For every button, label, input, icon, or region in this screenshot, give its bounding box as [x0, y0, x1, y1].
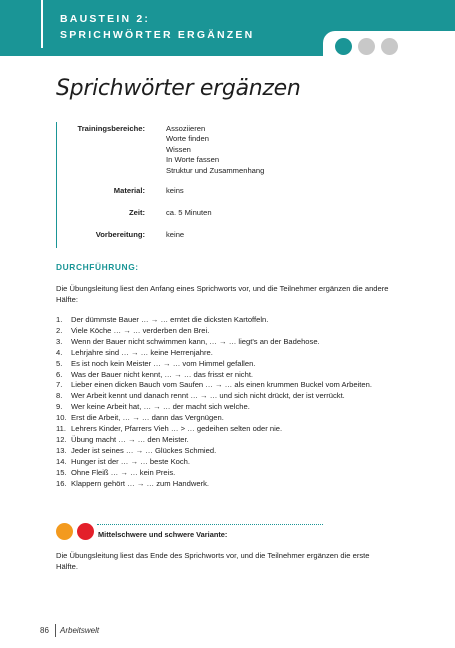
list-item [56, 424, 372, 435]
section-heading: DURCHFÜHRUNG: [56, 262, 139, 272]
proverb-list [56, 315, 372, 490]
list-item [56, 457, 372, 468]
item-text: Der dümmste Bauer … → … erntet die dicksten Kartoffeln. [71, 315, 269, 324]
variant-dot-red [77, 523, 94, 540]
vorbereitung-value: keine [166, 230, 185, 239]
variant-text: Die Übungsleitung liest das Ende des Sprichworts vor, und die Teilnehmer ergänzen die erste Hälfte. [56, 551, 370, 571]
item-text: Übung macht … → … den Meister. [71, 434, 189, 444]
info-divider [56, 122, 57, 248]
list-item [56, 468, 372, 479]
module-label: BAUSTEIN 2: [60, 13, 151, 25]
list-item [56, 326, 372, 337]
difficulty-dot-3 [381, 38, 398, 55]
header-rule [41, 0, 43, 48]
item-text: Es ist noch kein Meister … → … vom Himmel gefallen. [71, 358, 256, 368]
training-item: Wissen [166, 144, 191, 154]
training-item: Assoziieren [166, 124, 206, 133]
training-label: Trainingsbereiche: [77, 124, 145, 133]
variant-dot-orange [56, 523, 73, 540]
item-number: 11. [56, 424, 66, 434]
list-item [56, 380, 372, 391]
item-number: 7. [56, 380, 63, 390]
list-item [56, 479, 372, 490]
item-text: Wer Arbeit kennt und danach rennt … → … und sich nicht drückt, der ist verrückt. [71, 391, 345, 401]
item-number: 3. [56, 336, 63, 346]
list-item [56, 315, 372, 326]
list-item [56, 446, 372, 457]
zeit-value: ca. 5 Minuten [166, 208, 212, 217]
training-item: Struktur und Zusammenhang [166, 165, 265, 175]
list-item [56, 370, 372, 381]
item-number: 15. [56, 467, 67, 477]
list-item [56, 413, 372, 424]
training-item: Worte finden [166, 134, 209, 144]
item-number: 16. [56, 478, 67, 488]
item-number: 13. [56, 445, 67, 455]
page-number: 86 [40, 626, 49, 635]
page-title: Sprichwörter ergänzen [56, 76, 301, 101]
item-text: Lieber einen dicken Bauch vom Saufen … → … als einen krummen Buckel vom Arbeiten. [71, 380, 372, 390]
variant-dotted-rule [97, 524, 323, 525]
item-text: Viele Köche … → … verderben den Brei. [71, 325, 210, 335]
item-text: Klappern gehört … → … zum Handwerk. [71, 478, 210, 488]
item-text: Hunger ist der … → … beste Koch. [71, 456, 191, 466]
intro-text: Die Übungsleitung liest den Anfang eines Sprichworts vor, und die Teilnehmer ergänzen die andere Hälfte: [56, 284, 389, 304]
list-item [56, 391, 372, 402]
item-text: Wer keine Arbeit hat, … → … der macht sich welche. [71, 402, 250, 412]
material-label: Material: [113, 186, 145, 195]
zeit-label: Zeit: [128, 208, 145, 217]
footer-section: Arbeitswelt [60, 626, 100, 635]
item-number: 10. [56, 413, 67, 423]
item-text: Wenn der Bauer nicht schwimmen kann, … → … liegt's an der Badehose. [71, 336, 320, 346]
difficulty-dot-1 [335, 38, 352, 55]
variant-label: Mittelschwere und schwere Variante: [98, 530, 228, 539]
material-value: keins [166, 186, 184, 195]
vorbereitung-label: Vorbereitung: [95, 230, 145, 239]
training-list [166, 124, 264, 176]
footer-separator [55, 624, 56, 637]
module-title: SPRICHWÖRTER ERGÄNZEN [60, 29, 255, 41]
list-item [56, 435, 372, 446]
item-number: 6. [56, 369, 63, 379]
item-number: 5. [56, 358, 63, 368]
list-item [56, 337, 372, 348]
item-text: Lehrjahre sind … → … keine Herrenjahre. [71, 347, 213, 357]
item-number: 14. [56, 456, 67, 466]
list-item [56, 348, 372, 359]
difficulty-dot-2 [358, 38, 375, 55]
item-text: Was der Bauer nicht kennt, … → … das frisst er nicht. [71, 369, 254, 379]
item-text: Ohne Fleiß … → … kein Preis. [71, 467, 176, 477]
item-number: 8. [56, 391, 63, 401]
item-text: Jeder ist seines … → … Glückes Schmied. [71, 445, 217, 455]
item-number: 12. [56, 434, 67, 444]
item-number: 9. [56, 402, 63, 412]
item-number: 2. [56, 325, 63, 335]
item-text: Lehrers Kinder, Pfarrers Vieh … > … gedeihen selten oder nie. [71, 424, 283, 434]
item-text: Erst die Arbeit, … → … dann das Vergnügen. [71, 413, 224, 423]
training-item: In Worte fassen [166, 155, 220, 165]
item-number: 1. [56, 315, 63, 324]
item-number: 4. [56, 347, 63, 357]
list-item [56, 402, 372, 413]
list-item [56, 359, 372, 370]
